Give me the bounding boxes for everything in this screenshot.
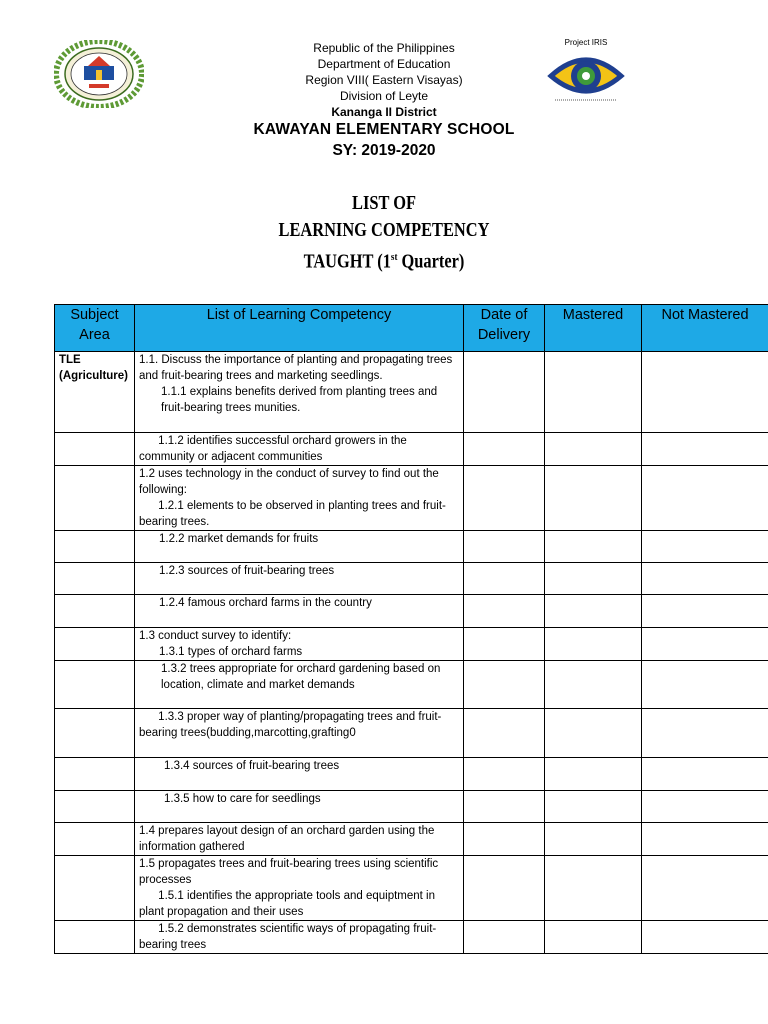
- table-row: [55, 628, 768, 661]
- iris-label: Project IRIS: [564, 38, 608, 47]
- competency-cell: 1.3.4 sources of fruit-bearing trees: [135, 758, 464, 791]
- table-row: [55, 661, 768, 709]
- not-mastered-cell[interactable]: [642, 466, 768, 531]
- not-mastered-cell[interactable]: [642, 709, 768, 758]
- date-cell[interactable]: [464, 758, 545, 791]
- competency-cell: 1.1.2 identifies successful orchard growers in the community or adjacent communities: [135, 433, 464, 466]
- col-date-delivery: Date of Delivery: [464, 305, 545, 352]
- competency-cell: 1.3.2 trees appropriate for orchard gardening based on location, climate and market demands: [135, 661, 464, 709]
- col-competency: List of Learning Competency: [135, 305, 464, 352]
- competency-cell: 1.2 uses technology in the conduct of survey to find out the following: 1.2.1 elements to be observed in planting trees and fruit-bearing trees.: [135, 466, 464, 531]
- mastered-cell[interactable]: [545, 758, 642, 791]
- header-republic: Republic of the Philippines: [313, 41, 455, 55]
- table-row: [55, 466, 768, 531]
- header-division: Division of Leyte: [339, 89, 429, 103]
- competency-cell: 1.3 conduct survey to identify: 1.3.1 types of orchard farms: [135, 628, 464, 661]
- mastered-cell[interactable]: [545, 791, 642, 823]
- header-department: Department of Education: [317, 57, 451, 71]
- school-year: SY: 2019-2020: [332, 142, 436, 159]
- not-mastered-cell[interactable]: [642, 352, 768, 433]
- school-name: KAWAYAN ELEMENTARY SCHOOL: [253, 121, 515, 138]
- not-mastered-cell[interactable]: [642, 758, 768, 791]
- competency-cell: 1.2.4 famous orchard farms in the country: [135, 595, 464, 628]
- mastered-cell[interactable]: [545, 628, 642, 661]
- mastered-cell[interactable]: [545, 921, 642, 954]
- mastered-cell[interactable]: [545, 709, 642, 758]
- col-mastered: Mastered: [545, 305, 642, 352]
- not-mastered-cell[interactable]: [642, 433, 768, 466]
- title-line-2: LEARNING COMPETENCY: [278, 219, 490, 241]
- mastered-cell[interactable]: [545, 352, 642, 433]
- not-mastered-cell[interactable]: [642, 823, 768, 856]
- competency-cell: 1.2.2 market demands for fruits: [135, 531, 464, 563]
- mastered-cell[interactable]: [545, 531, 642, 563]
- header-region: Region VIII( Eastern Visayas): [305, 73, 463, 87]
- table-row: [55, 856, 768, 921]
- not-mastered-cell[interactable]: [642, 856, 768, 921]
- competency-table: [54, 304, 768, 954]
- mastered-cell[interactable]: [545, 433, 642, 466]
- mastered-cell[interactable]: [545, 466, 642, 531]
- not-mastered-cell[interactable]: [642, 921, 768, 954]
- subject-cell: TLE (Agriculture): [55, 352, 135, 433]
- not-mastered-cell[interactable]: [642, 595, 768, 628]
- table-row: [55, 758, 768, 791]
- not-mastered-cell[interactable]: [642, 531, 768, 563]
- date-cell[interactable]: [464, 856, 545, 921]
- date-cell[interactable]: [464, 531, 545, 563]
- not-mastered-cell[interactable]: [642, 661, 768, 709]
- not-mastered-cell[interactable]: [642, 791, 768, 823]
- date-cell[interactable]: [464, 791, 545, 823]
- date-cell[interactable]: [464, 921, 545, 954]
- competency-cell: 1.2.3 sources of fruit-bearing trees: [135, 563, 464, 595]
- competency-cell: 1.1. Discuss the importance of planting and propagating trees and fruit-bearing trees and marketing seedlings. 1.1.1 explains benefits derived from planting trees and fruit-bearing trees munities.: [135, 352, 464, 433]
- not-mastered-cell[interactable]: [642, 628, 768, 661]
- competency-cell: 1.4 prepares layout design of an orchard garden using the information gathered: [135, 823, 464, 856]
- mastered-cell[interactable]: [545, 661, 642, 709]
- table-row: [55, 791, 768, 823]
- table-row: [55, 563, 768, 595]
- agency-header: [0, 40, 768, 120]
- competency-cell: 1.5 propagates trees and fruit-bearing trees using scientific processes 1.5.1 identifies the appropriate tools and equiptment in plant propagation and their uses: [135, 856, 464, 921]
- table-row: [55, 531, 768, 563]
- mastered-cell[interactable]: [545, 856, 642, 921]
- table-row: [55, 709, 768, 758]
- date-cell[interactable]: [464, 563, 545, 595]
- document-title: [69, 190, 699, 276]
- title-line-1: LIST OF: [352, 192, 416, 214]
- header-district: Kananga II District: [331, 105, 437, 119]
- table-row: [55, 433, 768, 466]
- title-line-3: TAUGHT (1st Quarter): [303, 250, 465, 273]
- date-cell[interactable]: [464, 595, 545, 628]
- not-mastered-cell[interactable]: [642, 563, 768, 595]
- date-cell[interactable]: [464, 352, 545, 433]
- date-cell[interactable]: [464, 628, 545, 661]
- mastered-cell[interactable]: [545, 595, 642, 628]
- mastered-cell[interactable]: [545, 563, 642, 595]
- date-cell[interactable]: [464, 661, 545, 709]
- date-cell[interactable]: [464, 709, 545, 758]
- col-not-mastered: Not Mastered: [642, 305, 768, 352]
- table-row: [55, 823, 768, 856]
- table-header-row: [55, 305, 768, 352]
- table-row: [55, 352, 768, 433]
- date-cell[interactable]: [464, 433, 545, 466]
- competency-cell: 1.3.3 proper way of planting/propagating trees and fruit-bearing trees(budding,marcotting,grafting0: [135, 709, 464, 758]
- table-row: [55, 921, 768, 954]
- date-cell[interactable]: [464, 466, 545, 531]
- col-subject-area: Subject Area: [55, 305, 135, 352]
- date-cell[interactable]: [464, 823, 545, 856]
- competency-cell: 1.3.5 how to care for seedlings: [135, 791, 464, 823]
- mastered-cell[interactable]: [545, 823, 642, 856]
- competency-cell: 1.5.2 demonstrates scientific ways of propagating fruit-bearing trees: [135, 921, 464, 954]
- table-row: [55, 595, 768, 628]
